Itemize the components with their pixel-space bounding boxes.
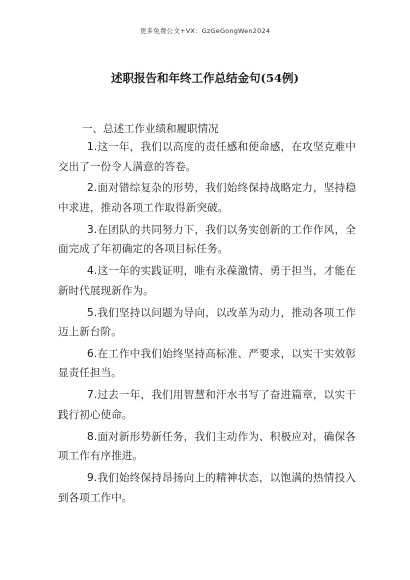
list-item: 2.面对错综复杂的形势，我们始终保持战略定力，坚持稳中求进，推动各项工作取得新突破。 — [58, 182, 356, 214]
list-item: 8.面对新形势新任务，我们主动作为、积极应对，确保各项工作有序推进。 — [58, 430, 356, 463]
list-item: 4.这一年的实践证明，唯有永葆激情、勇于担当，才能在新时代展现新作为。 — [58, 265, 356, 297]
document-title: 述职报告和年终工作总结金句(54例) — [111, 71, 299, 85]
section-heading: 一、总述工作业绩和履职情况 — [82, 123, 219, 135]
list-item: 5.我们坚持以问题为导向，以改革为动力，推动各项工作迈上新台阶。 — [58, 306, 356, 339]
list-item: 6.在工作中我们始终坚持高标准、严要求，以实干实效彰显责任担当。 — [58, 347, 356, 380]
list-item: 7.过去一年，我们用智慧和汗水书写了奋进篇章，以实干践行初心使命。 — [58, 389, 356, 421]
header-note: 更多免费公文+VX：GzGeGongWen2024 — [139, 27, 271, 35]
list-item: 3.在团队的共同努力下，我们以务实创新的工作作风，全面完成了年初确定的各项目标任务。 — [58, 223, 356, 256]
item-list — [58, 138, 356, 510]
list-item: 9.我们始终保持昂扬向上的精神状态，以饱满的热情投入到各项工作中。 — [58, 472, 356, 504]
list-item: 1.这一年，我们以高度的责任感和使命感，在攻坚克难中交出了一份令人满意的答卷。 — [58, 141, 356, 173]
